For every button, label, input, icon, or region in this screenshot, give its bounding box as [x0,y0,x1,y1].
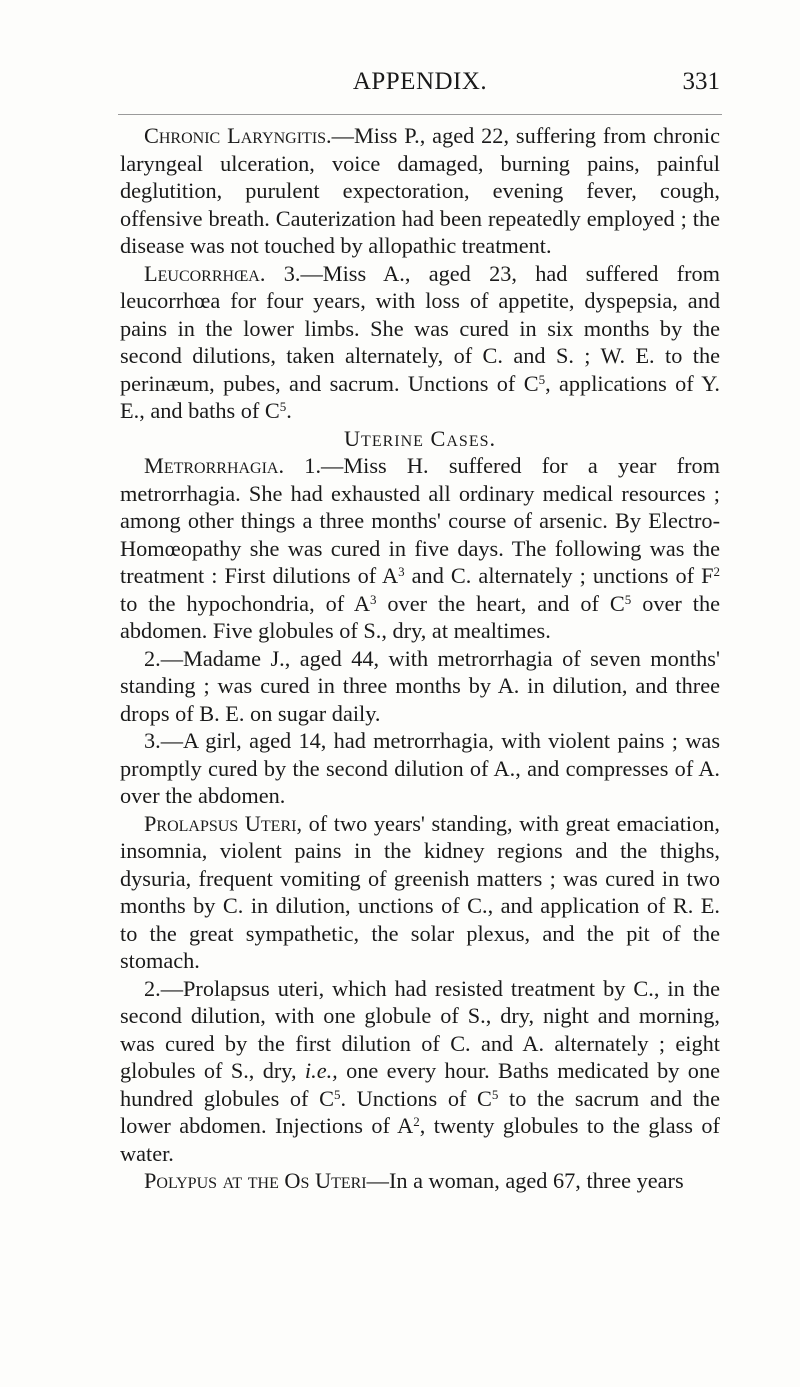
heading-uterine-cases: Uterine Cases. [343,425,497,451]
section-title: Metrorrhagia. [144,453,285,478]
running-title: APPENDIX. [352,68,488,95]
paragraph-leucorrhoea: Leucorrhœa. 3.—Miss A., aged 23, had suffered from leucorrhœa for four years, with loss of appetite, dyspepsia, and pains in the lower limbs. She was cured in six months by the second dilutions, taken alternately, of C. and S. ; W. E. to the perinæum, pubes, and sacrum. Unctions of $C^5$, applications of Y. E., and baths of $C^5$. [120,260,720,423]
section-title: Leucorrhœa. [144,260,266,286]
section-title: Prolapsus Uteri, [144,810,303,836]
paragraph-metrorrhagia-3: 3.—A girl, aged 14, had metrorrhagia, with violent pains ; was promptly cured by the second dilution of A., and compresses of A. over the abdomen. [120,728,720,808]
paragraph-prolapsus-uteri-1: Prolapsus Uteri, of two years' standing, with great emaciation, insomnia, violent pains in the kidney regions and the thighs, dysuria, frequent vomiting of greenish matters ; was cured in two months by C. in dilution, unctions of C., and application of R. E. to the great sympathetic, the solar plexus, and the pit of the stomach. [120,810,720,973]
header-rule [118,114,722,115]
paragraph-chronic-laryngitis: Chronic Laryngitis.—Miss P., aged 22, suffering from chronic laryngeal ulceration, voice damaged, burning pains, painful deglutition, purulent expectoration, evening fever, cough, offensive breath. Cauterization had been repeatedly employed ; the disease was not touched by allopathic treatment. [120,123,720,258]
section-title: Polypus at the Os Uteri [144,1168,367,1193]
paragraph-prolapsus-uteri-2: 2.—Prolapsus uteri, which had resisted treatment by C., in the second dilution, with one globule of S., dry, night and morning, was cured by the first dilution of C. and A. alternately ; eight globules of S., dry, i.e., one every hour. Baths medicated by one hundred globules of $C^5$. Unctions of $C^5$ to the sacrum and the lower abdomen. Injections of $A^2$, twenty globules to the glass of water. [120,975,720,1166]
paragraph-polypus: Polypus at the Os Uteri—In a woman, aged 67, three years [144,1168,684,1193]
paragraph-metrorrhagia-1: Metrorrhagia. 1.—Miss H. suffered for a year from metrorrhagia. She had exhausted all ordinary medical resources ; among other things a three months' course of arsenic. By Electro-Homœopathy she was cured in five days. The following was the treatment : First dilutions of $A^3$ and C. alternately ; unctions of $F^2$ to the hypochondria, of $A^3$ over the heart, and of $C^5$ over the abdomen. Five globules of S., dry, at mealtimes. [120,453,720,643]
page-number: 331 [682,68,720,95]
body-text [120,122,720,1195]
section-title: Chronic Laryngitis. [144,123,332,148]
paragraph-metrorrhagia-2: 2.—Madame J., aged 44, with metrorrhagia of seven months' standing ; was cured in three months by A. in dilution, and three drops of B. E. on sugar daily. [120,645,720,726]
page-header [120,68,720,108]
